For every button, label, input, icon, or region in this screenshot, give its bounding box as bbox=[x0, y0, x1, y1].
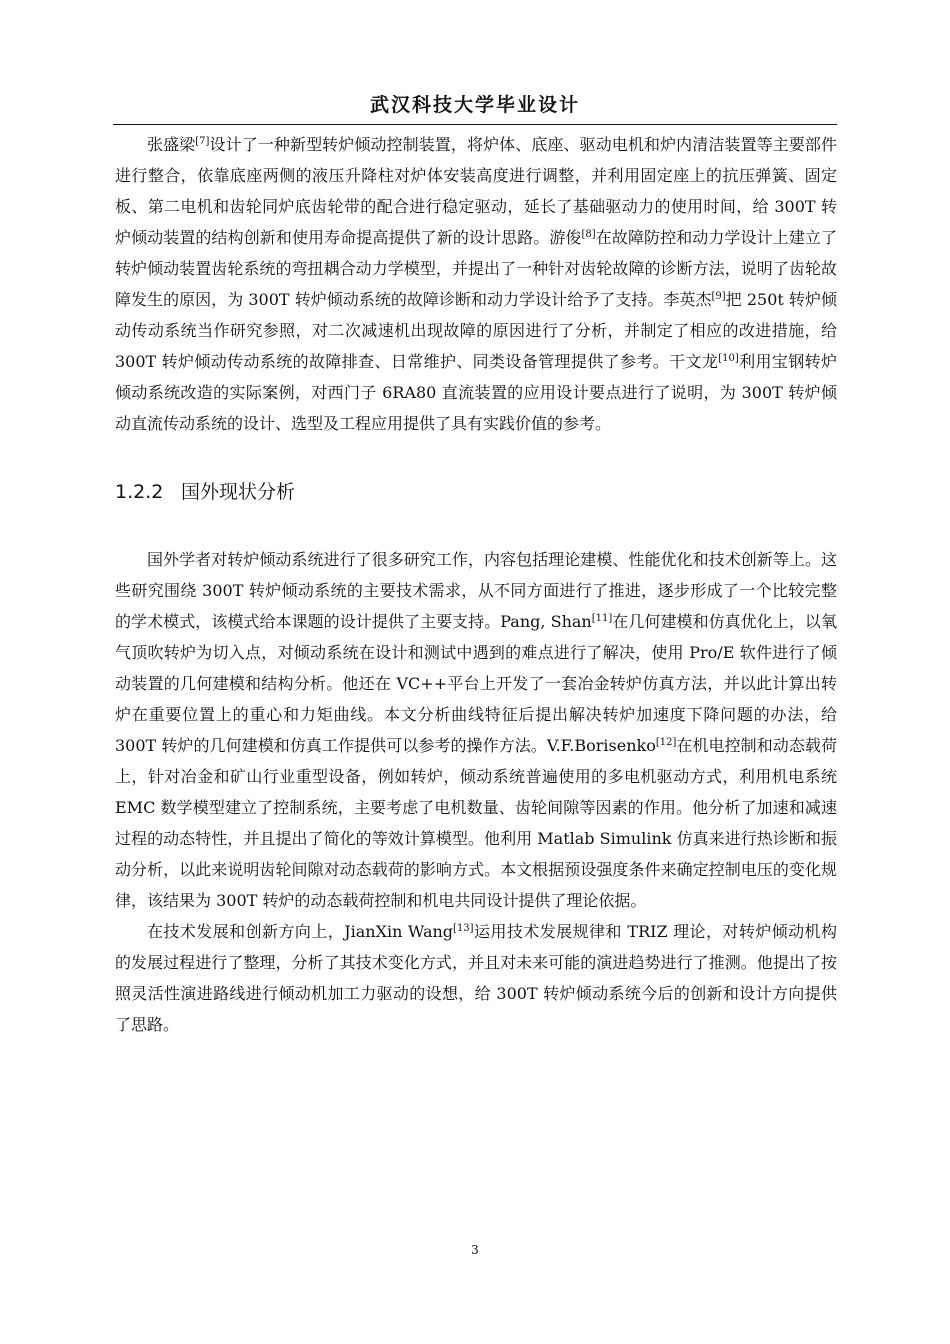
text-run: 国外学者对转炉倾动系统进行了很多研究工作，内容包括理论建模、性能优化和技术创新等上。这些研究围绕 300T 转炉倾动系统的主要技术需求，从不同方面进行了推进，逐步形成了一个比较完整的学术模式，该模式给本课题的设计提供了主要支持。Pang, Shan bbox=[115, 550, 837, 631]
text-run: 在技术发展和创新方向上，JianXin Wang bbox=[147, 922, 454, 941]
text-run: 运用技术发展规律和 TRIZ 理论，对转炉倾动机构的发展过程进行了整理，分析了其技术变化方式，并且对未来可能的演进趋势进行了推测。他提出了按照灵活性演进路线进行倾动机加工力驱动的设想，给 300T 转炉倾动系统今后的创新和设计方向提供了思路。 bbox=[115, 922, 837, 1034]
text-run: 张盛梁 bbox=[147, 135, 196, 154]
header-rule bbox=[113, 124, 837, 125]
body-content bbox=[115, 129, 837, 1040]
text-run: 在几何建模和仿真优化上，以氧气顶吹转炉为切入点，对倾动系统在设计和测试中遇到的难点进行了解决，使用 Pro/E 软件进行了倾动装置的几何建模和结构分析。他还在 VC++平台上开发了一套冶金转炉仿真方法，并以此计算出转炉在重要位置上的重心和力矩曲线。本文分析曲线特征后提出解决转炉加速度下降问题的办法，给 300T 转炉的几何建模和仿真工作提供可以参考的操作方法。V.F.Borisenko bbox=[115, 612, 837, 755]
paragraph-innovation-direction bbox=[115, 916, 837, 1040]
text-run: 在机电控制和动态载荷上，针对冶金和矿山行业重型设备，例如转炉，倾动系统普遍使用的多电机驱动方式，利用机电系统 EMC 数学模型建立了控制系统，主要考虑了电机数量、齿轮间隙等因素的作用。他分析了加速和减速过程的动态特性，并且提出了简化的等效计算模型。他利用 Matlab Simulink 仿真来进行热诊断和振动分析，以此来说明齿轮间隙对动态载荷的影响方式。本文根据预设强度条件来确定控制电压的变化规律，该结果为 300T 转炉的动态载荷控制和机电共同设计提供了理论依据。 bbox=[115, 736, 837, 910]
paragraph-domestic-research bbox=[115, 129, 837, 439]
section-title: 国外现状分析 bbox=[181, 481, 296, 503]
text-run: 设计了一种新型转炉倾动控制装置，将炉体、底座、驱动电机和炉内清洁装置等主要部件进行整合，依靠底座两侧的液压升降柱对炉体安装高度进行调整，并利用固定座上的抗压弹簧、固定板、第二电机和齿轮同炉底齿轮带的配合进行稳定驱动，延长了基础驱动力的使用时间，给 300T 转炉倾动装置的结构创新和使用寿命提高提供了新的设计思路。游俊 bbox=[115, 135, 837, 247]
citation-ref-10: [10] bbox=[718, 353, 739, 364]
page-number: 3 bbox=[471, 1243, 479, 1257]
citation-ref-7: [7] bbox=[195, 136, 210, 147]
running-header-title: 武汉科技大学毕业设计 bbox=[369, 94, 580, 116]
citation-ref-11: [11] bbox=[591, 613, 613, 624]
section-number: 1.2.2 bbox=[115, 481, 164, 503]
text-run: 在故障防控和动力学设计上建立了转炉倾动装置齿轮系统的弯扭耦合动力学模型，并提出了一种针对齿轮故障的诊断方法，说明了齿轮故障发生的原因，为 300T 转炉倾动系统的故障诊断和动力学设计给予了支持。李英杰 bbox=[115, 228, 837, 309]
citation-ref-9: [9] bbox=[711, 291, 726, 302]
section-heading bbox=[115, 476, 837, 508]
citation-ref-8: [8] bbox=[581, 229, 596, 240]
text-run: 利用宝钢转炉倾动系统改造的实际案例，对西门子 6RA80 直流装置的应用设计要点进行了说明，为 300T 转炉倾动直流传动系统的设计、选型及工程应用提供了具有实践价值的参考。 bbox=[115, 352, 837, 433]
paragraph-foreign-research bbox=[115, 544, 837, 916]
citation-ref-13: [13] bbox=[453, 923, 474, 934]
citation-ref-12: [12] bbox=[655, 737, 677, 748]
text-run: 把 250t 转炉倾动传动系统当作研究参照，对二次减速机出现故障的原因进行了分析，并制定了相应的改进措施，给 300T 转炉倾动传动系统的故障排查、日常维护、同类设备管理提供了参考。干文龙 bbox=[115, 290, 837, 371]
